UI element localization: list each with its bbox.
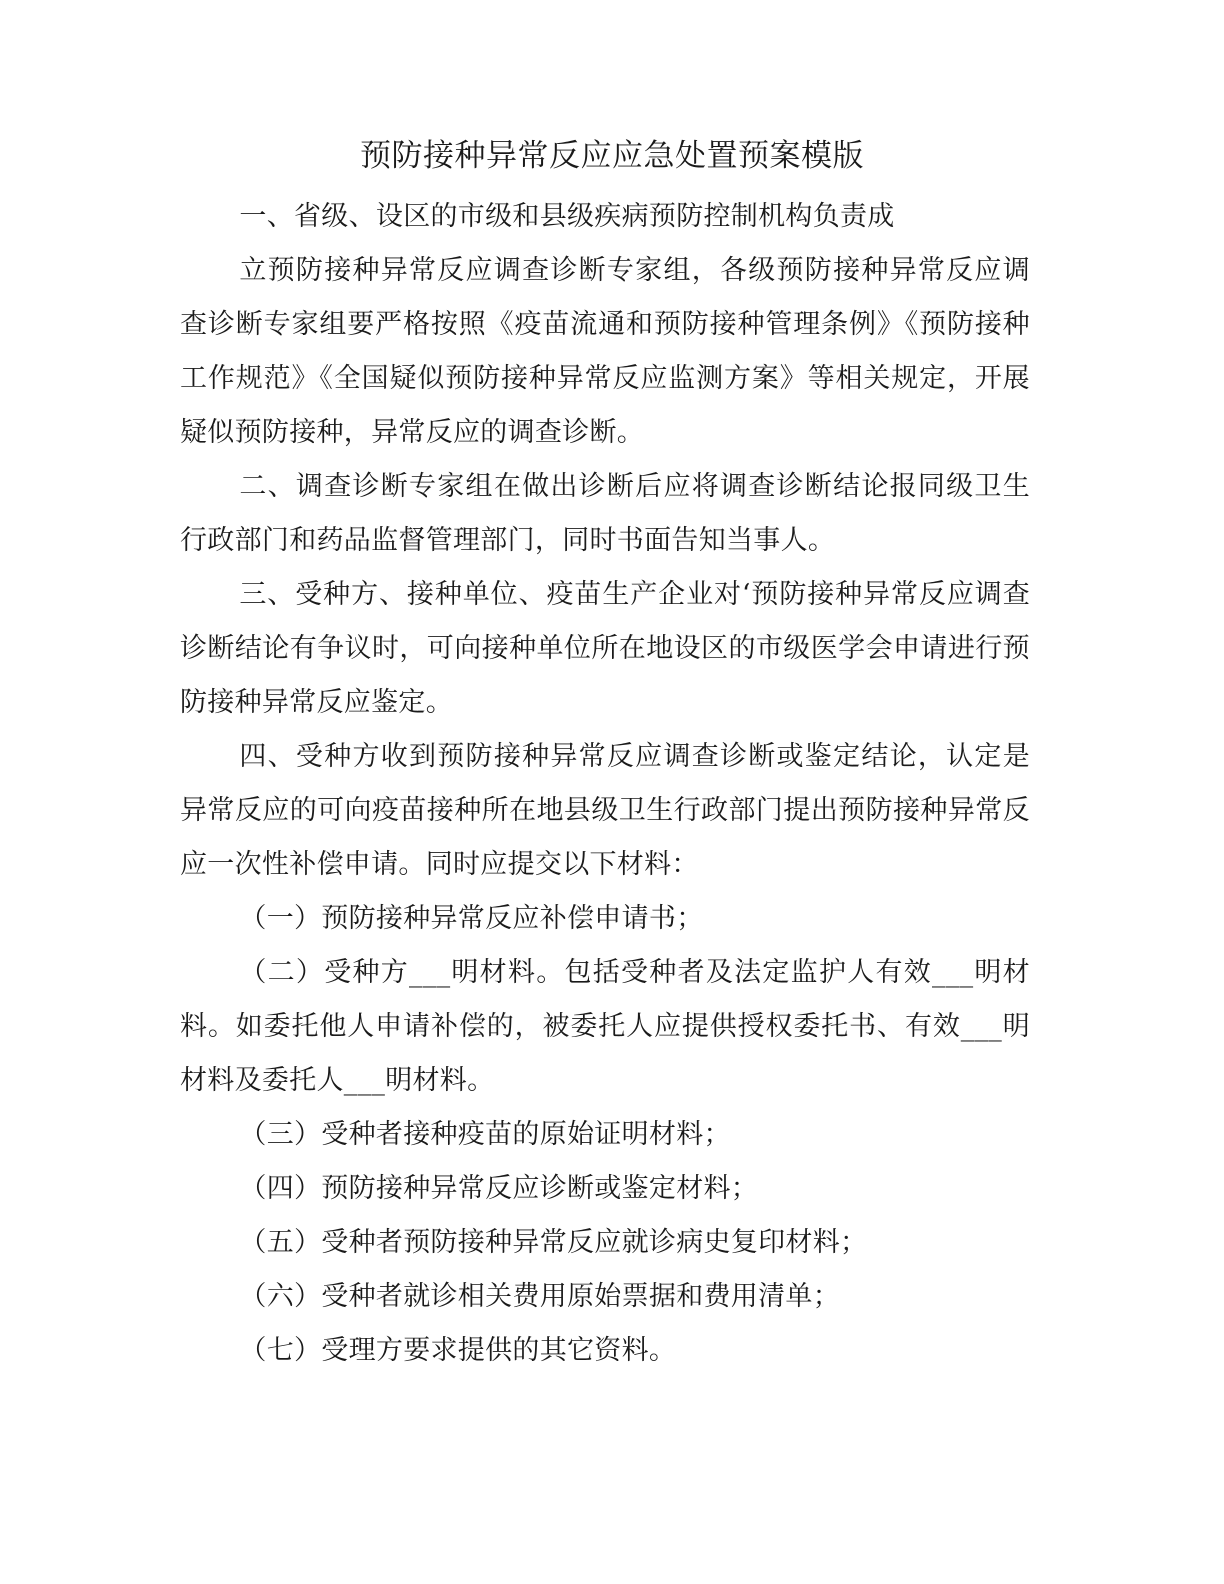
paragraph-1: 一、省级、设区的市级和县级疾病预防控制机构负责成 [239,201,895,232]
list-item-3: （三）受种者接种疫苗的原始证明材料； [239,1119,731,1150]
paragraph-3: 二、调查诊断专家组在做出诊断后应将调查诊断结论报同级卫生行政部门和药品监督管理部门，同时书面告知当事人。 [180,471,1030,556]
paragraph-5: 四、受种方收到预防接种异常反应调查诊断或鉴定结论，认定是异常反应的可向疫苗接种所在地县级卫生行政部门提出预防接种异常反应一次性补偿申请。同时应提交以下材料： [180,741,1030,880]
list-item-1: （一）预防接种异常反应补偿申请书； [239,903,704,934]
list-item-2: （二）受种方___明材料。包括受种者及法定监护人有效___明材料。如委托他人申请补偿的，被委托人应提供授权委托书、有效___明材料及委托人___明材料。 [180,957,1030,1096]
paragraph-2: 立预防接种异常反应调查诊断专家组，各级预防接种异常反应调查诊断专家组要严格按照《疫苗流通和预防接种管理条例》《预防接种工作规范》《全国疑似预防接种异常反应监测方案》等相关规定，开展疑似预防接种，异常反应的调查诊断。 [180,255,1030,448]
document-title: 预防接种异常反应应急处置预案模版 [360,138,864,174]
list-item-7: （七）受理方要求提供的其它资料。 [239,1335,677,1366]
list-item-6: （六）受种者就诊相关费用原始票据和费用清单； [239,1281,840,1312]
list-item-4: （四）预防接种异常反应诊断或鉴定材料； [239,1173,759,1204]
document-body [180,190,1030,1378]
paragraph-4: 三、受种方、接种单位、疫苗生产企业对‘预防接种异常反应调查诊断结论有争议时，可向接种单位所在地设区的市级医学会申请进行预防接种异常反应鉴定。 [180,579,1030,718]
list-item-5: （五）受种者预防接种异常反应就诊病史复印材料； [239,1227,868,1258]
